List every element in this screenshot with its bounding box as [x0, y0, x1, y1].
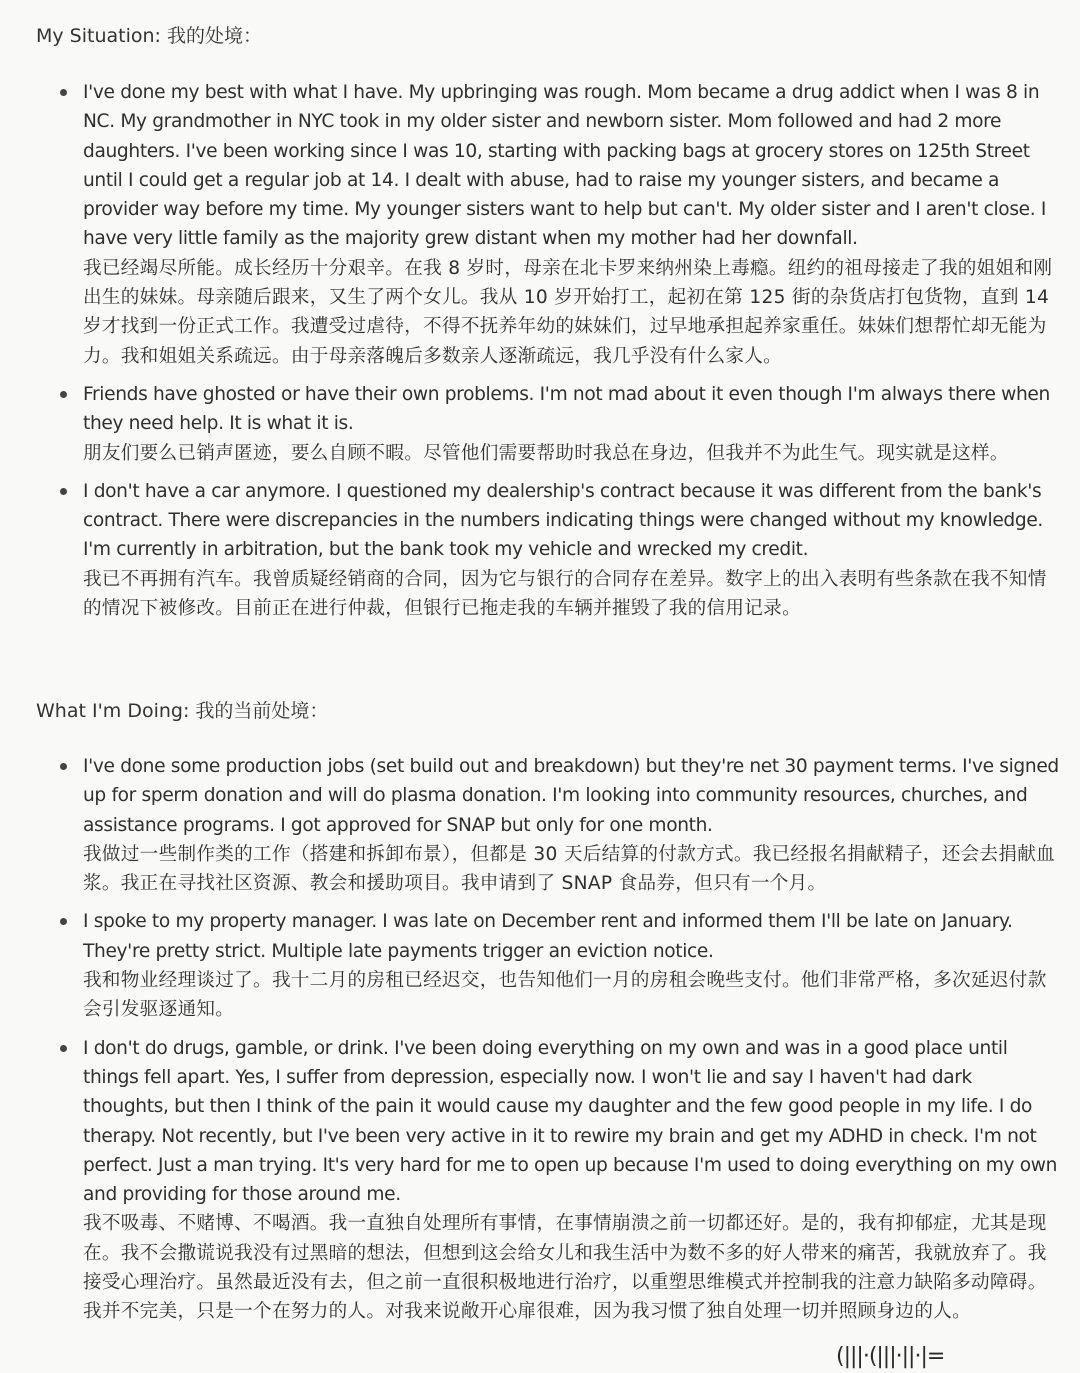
list-item [60, 380, 1060, 468]
item-text-zh: 我和物业经理谈过了。我十二月的房租已经迟交，也告知他们一月的房租会晚些支付。他们非常严格，多次延迟付款会引发驱逐通知。 [83, 970, 1047, 1021]
item-text-en: I've done my best with what I have. My upbringing was rough. Mom became a drug addict when I was 8 in NC. My grandmother in NYC took in my older sister and newborn sister. Mom followed and had 2 more daughters. I've been working since I was 10, starting with packing bags at grocery stores on 125th Street until I could get a regular job at 14. I dealt with abuse, had to raise my younger sisters, and became a provider way before my time. My younger sisters want to help but can't. My older sister and I aren't close. I have very little family as the majority grew distant when my mother had her downfall. [83, 82, 1047, 250]
item-text-zh: 我做过一些制作类的工作（搭建和拆卸布景），但都是 30 天后结算的付款方式。我已经报名捐献精子，还会去捐献血浆。我正在寻找社区资源、教会和援助项目。我申请到了 SNAP 食品券，但只有一个月。 [83, 843, 1056, 895]
list-item [60, 78, 1060, 371]
item-text-en: I don't have a car anymore. I questioned my dealership's contract because it was different from the bank's contract. There were discrepancies in the numbers indicating things were changed without my knowledge. I'm currently in arbitration, but the bank took my vehicle and wrecked my credit. [83, 480, 1043, 561]
item-text-zh: 我已不再拥有汽车。我曾质疑经销商的合同，因为它与银行的合同存在差异。数字上的出入表明有些条款在我不知情的情况下被修改。目前正在进行仲裁，但银行已拖走我的车辆并摧毁了我的信用记录。 [83, 568, 1047, 620]
watermark-logo: (|||·(|||·||·|= [836, 1344, 945, 1369]
list-item [60, 907, 1060, 1024]
item-text-en: I spoke to my property manager. I was late on December rent and informed them I'll be late on January. They're pretty strict. Multiple late payments trigger an eviction notice. [83, 911, 1013, 962]
section-heading-what-im-doing: What I'm Doing: 我的当前处境： [36, 700, 329, 722]
section-heading-my-situation: My Situation: 我的处境： [36, 25, 262, 47]
doing-list [60, 752, 1060, 1327]
list-item [60, 477, 1060, 623]
bullet-icon [60, 918, 67, 925]
bullet-icon [60, 1045, 67, 1052]
list-item [60, 752, 1060, 898]
bullet-icon [60, 89, 67, 96]
item-text-zh: 我不吸毒、不赌博、不喝酒。我一直独自处理所有事情，在事情崩溃之前一切都还好。是的，我有抑郁症，尤其是现在。我不会撒谎说我没有过黑暗的想法，但想到这会给女儿和我生活中为数不多的好人带来的痛苦，我就放弃了。我接受心理治疗。虽然最近没有去，但之前一直很积极地进行治疗，以重塑思维模式并控制我的注意力缺陷多动障碍。我并不完美，只是一个在努力的人。对我来说敞开心扉很难，因为我习惯了独自处理一切并照顾身边的人。 [83, 1213, 1047, 1323]
item-text-en: Friends have ghosted or have their own problems. I'm not mad about it even though I'm always there when they need help. It is what it is. [83, 383, 1050, 435]
bullet-icon [60, 763, 67, 770]
list-item [60, 1034, 1060, 1327]
item-text-zh: 我已经竭尽所能。成长经历十分艰辛。在我 8 岁时，母亲在北卡罗来纳州染上毒瘾。纽约的祖母接走了我的姐姐和刚出生的妹妹。母亲随后跟来，又生了两个女儿。我从 10 岁开始打工，起初在第 125 街的杂货店打包货物，直到 14 岁才找到一份正式工作。我遭受过虐待，不得不抚养年幼的妹妹们，过早地承担起养家重任。妹妹们想帮忙却无能为力。我和姐姐关系疏远。由于母亲落魄后多数亲人逐渐疏远，我几乎没有什么家人。 [83, 257, 1053, 367]
situation-list [60, 78, 1060, 623]
item-text-en: I've done some production jobs (set build out and breakdown) but they're net 30 payment terms. I've signed up for sperm donation and will do plasma donation. I'm looking into community resources, churches, and assistance programs. I got approved for SNAP but only for one month. [83, 756, 1059, 836]
bullet-icon [60, 488, 67, 495]
item-text-en: I don't do drugs, gamble, or drink. I've been doing everything on my own and was in a good place until things fell apart. Yes, I suffer from depression, especially now. I won't lie and say I haven't had dark thoughts, but then I think of the pain it would cause my daughter and the few good people in my life. I do therapy. Not recently, but I've been very active in it to rewire my brain and get my ADHD in check. I'm not perfect. Just a man trying. It's very hard for me to open up because I'm used to doing everything on my own and providing for those around me. [83, 1037, 1058, 1206]
bullet-icon [60, 391, 67, 398]
item-text-zh: 朋友们要么已销声匿迹，要么自顾不暇。尽管他们需要帮助时我总在身边，但我并不为此生气。现实就是这样。 [83, 442, 1009, 464]
